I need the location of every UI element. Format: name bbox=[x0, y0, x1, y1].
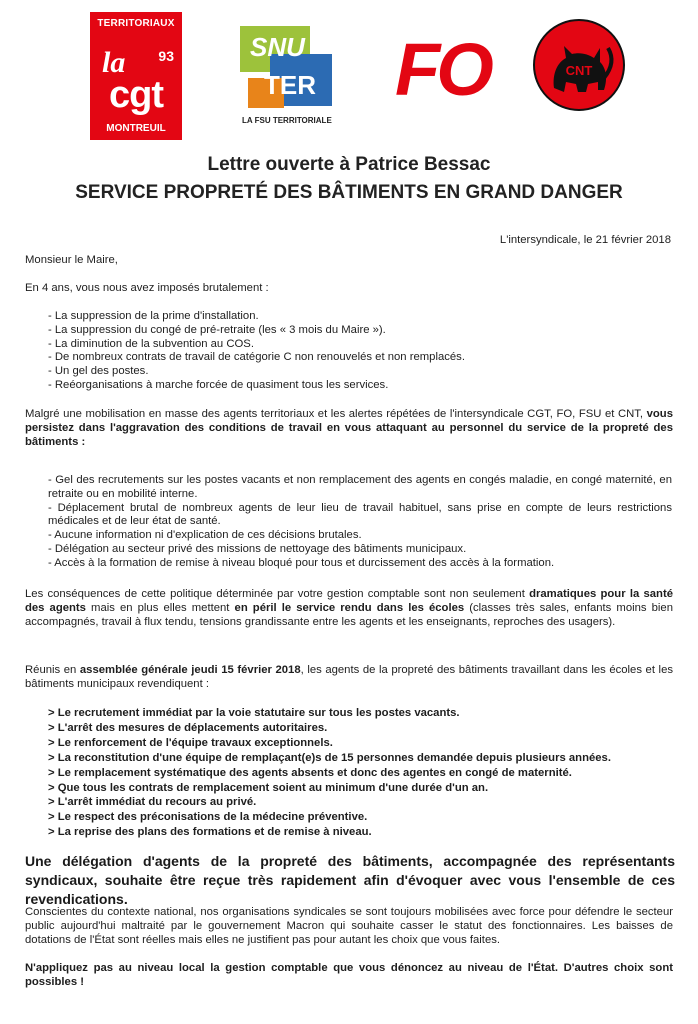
list-item: - Aucune information ni d'explication de ces décisions brutales. bbox=[48, 529, 362, 542]
assembly-paragraph: Réunis en assemblée générale jeudi 15 février 2018, les agents de la propreté des bâtiments travaillant dans les écoles et les bâtiments municipaux revendiquent : bbox=[25, 664, 673, 690]
salutation: Monsieur le Maire, bbox=[25, 254, 118, 266]
cgt-logo-top: TERRITORIAUX bbox=[97, 18, 175, 29]
list-item: - Accès à la formation de remise à niveau bloqué pour tous et durcissement des accès à la formation. bbox=[48, 556, 555, 569]
list-item: > Le respect des préconisations de la médecine préventive. bbox=[48, 811, 368, 824]
snuter-logo-line2: TER bbox=[264, 70, 316, 100]
letter-subtitle: SERVICE PROPRETÉ DES BÂTIMENTS EN GRAND DANGER bbox=[75, 182, 623, 203]
black-cat-icon bbox=[532, 18, 626, 112]
list-item: > Le recrutement immédiat par la voie statutaire sur tous les postes vacants. bbox=[48, 707, 460, 719]
list-item: - Déplacement brutal de nombreux agents de leur lieu de travail habituel, sans prise en compte de leurs restrictions médicales et de leur état de santé. bbox=[48, 501, 672, 528]
letter-date: L'intersyndicale, le 21 février 2018 bbox=[499, 234, 671, 246]
snuter-logo-caption: LA FSU TERRITORIALE bbox=[242, 116, 332, 125]
list-item: - La suppression du congé de pré-retraite (les « 3 mois du Maire »). bbox=[48, 323, 386, 336]
list-item: > L'arrêt des mesures de déplacements autoritaires. bbox=[48, 721, 328, 734]
list-item: - Un gel des postes. bbox=[48, 365, 149, 378]
list-item: - Gel des recrutements sur les postes vacants et non remplacement des agents en congés maladie, en congé maternité, en retraite ou en mobilité interne. bbox=[48, 474, 672, 500]
list-item: - Reéorganisations à marche forcée de quasiment tous les services. bbox=[48, 378, 389, 391]
list-item: - De nombreux contrats de travail de catégorie C non renouvelés et non remplacés. bbox=[48, 351, 465, 364]
context-paragraph: Conscientes du contexte national, nos organisations syndicales se sont toujours mobilisées avec force pour défendre le secteur public aujourd'hui maltraité par le gouvernement Macron qui souhaite casser le statut des fonctionnaires. Les baisses de dotations de l'État sont réelles mais elles ne justifient pas pour autant les choix que vous faites. bbox=[25, 906, 673, 946]
cgt-logo-number: 93 bbox=[158, 48, 174, 64]
list-item: > Que tous les contrats de remplacement soient au minimum d'une durée d'un an. bbox=[48, 781, 489, 794]
logo-bar bbox=[0, 0, 698, 145]
list-item: - Délégation au secteur privé des missions de nettoyage des bâtiments municipaux. bbox=[48, 542, 467, 555]
fo-logo: FO bbox=[395, 28, 490, 111]
cgt-logo bbox=[90, 12, 182, 140]
cnt-logo-text: CNT bbox=[565, 63, 593, 78]
cnt-logo bbox=[532, 18, 626, 112]
cgt-logo-name: cgt bbox=[109, 74, 163, 116]
letter-title: Lettre ouverte à Patrice Bessac bbox=[207, 154, 491, 175]
list-item: > L'arrêt immédiat du recours au privé. bbox=[48, 796, 257, 809]
attacks-list bbox=[48, 474, 672, 571]
cgt-logo-bottom: MONTREUIL bbox=[106, 123, 166, 134]
imposed-measures-list bbox=[48, 310, 672, 393]
list-item: > La reconstitution d'une équipe de remplaçant(e)s de 15 personnes demandée depuis plusieurs années. bbox=[48, 751, 611, 764]
list-item: - La suppression de la prime d'installation. bbox=[48, 310, 259, 322]
snuter-logo-line1: SNU bbox=[250, 32, 305, 62]
list-item: - La diminution de la subvention au COS. bbox=[48, 337, 254, 350]
consequences-paragraph: Les conséquences de cette politique déterminée par votre gestion comptable sont non seulement dramatiques pour la santé des agents mais en plus elles mettent en péril le service rendu dans les écoles (classes très sales, enfants moins bien accompagnés, travail à flux tendu, tensions grandissante entre les agents et les enseignants, reproches des usagers). bbox=[25, 588, 674, 628]
list-item: > Le renforcement de l'équipe travaux exceptionnels. bbox=[48, 736, 333, 749]
intro-paragraph: En 4 ans, vous nous avez imposés brutalement : bbox=[25, 282, 269, 294]
list-item: > Le remplacement systématique des agents absents et donc des agentes en congé de maternité. bbox=[48, 766, 572, 779]
snuter-logo bbox=[240, 26, 346, 130]
delegation-paragraph: Une délégation d'agents de la propreté des bâtiments, accompagnée des représentants syndicaux, souhaite être reçue très rapidement afin d'évoquer avec vous l'ensemble de ces revendications. bbox=[25, 853, 675, 907]
mobilisation-paragraph: Malgré une mobilisation en masse des agents territoriaux et les alertes répétées de l'intersyndicale CGT, FO, FSU et CNT, vous persistez dans l'aggravation des conditions de travail en vous attaquant au personnel du service de la propreté des bâtiments : bbox=[25, 408, 673, 448]
list-item: > La reprise des plans des formations et de remise à niveau. bbox=[48, 826, 372, 839]
cgt-logo-la: la bbox=[102, 46, 126, 79]
demands-list bbox=[48, 706, 672, 840]
closing-paragraph: N'appliquez pas au niveau local la gestion comptable que vous dénoncez au niveau de l'État. D'autres choix sont possibles ! bbox=[25, 962, 673, 988]
